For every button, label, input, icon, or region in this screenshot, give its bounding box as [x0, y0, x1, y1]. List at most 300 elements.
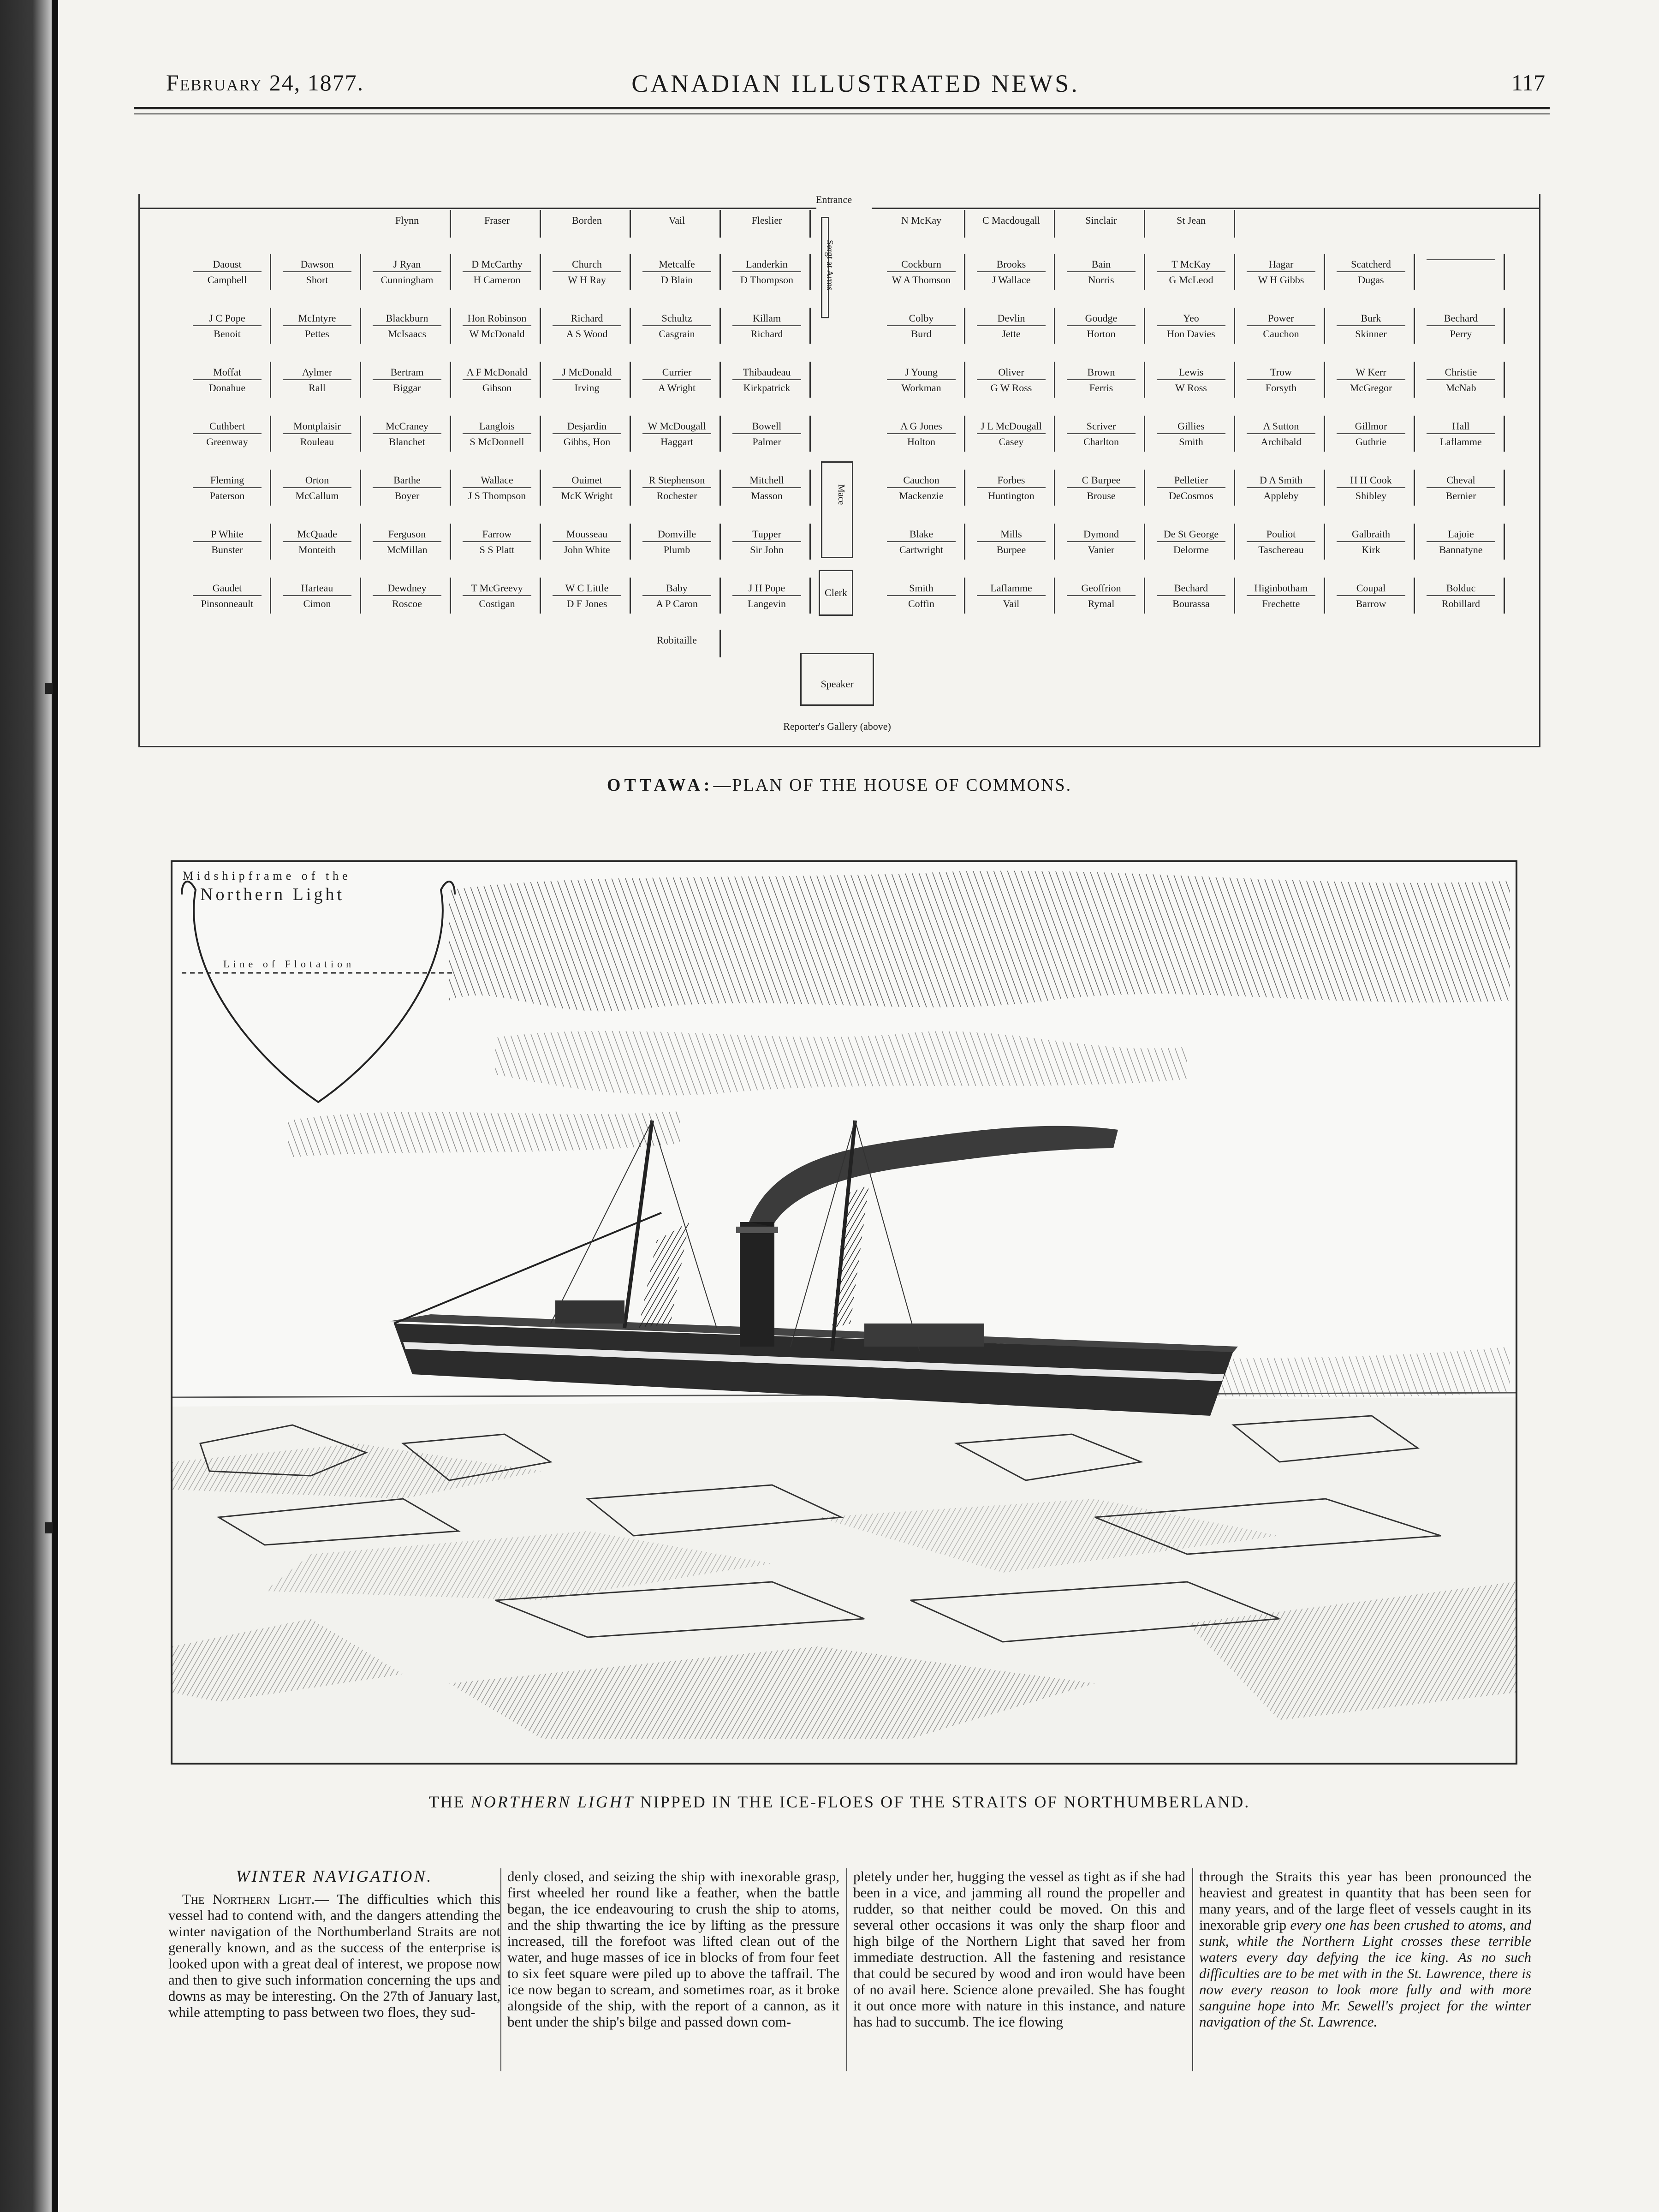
seat-right: [1238, 470, 1325, 506]
article-text-4: through the Straits this year has been pronounced the heaviest and greatest in quantity that has been seen for many years, and of the large fleet of vessels caught in its inexorable grip: [1199, 1868, 1531, 1933]
member-name: T McGreevy: [471, 582, 523, 594]
member-name: Barrow: [1337, 595, 1405, 610]
seat-left: [544, 524, 631, 560]
ship-engraving-drawing: [172, 862, 1516, 1763]
seat-right: [1058, 362, 1145, 398]
member-name: W C Little: [565, 582, 609, 594]
member-name: Brouse: [1067, 487, 1136, 502]
member-name: P White: [211, 528, 244, 540]
member-name: Lewis: [1178, 366, 1204, 378]
member-name: Perry: [1427, 325, 1495, 340]
member-name: Forsyth: [1247, 379, 1315, 394]
member-name: W Ross: [1157, 379, 1225, 394]
plan-speaker-label: Speaker: [821, 678, 854, 690]
member-name: Metcalfe: [659, 258, 695, 270]
member-name: Trow: [1270, 366, 1292, 378]
seat-left: [634, 470, 721, 506]
seat-left: [274, 470, 361, 506]
member-name: Frechette: [1247, 595, 1315, 610]
member-name: Irving: [553, 379, 621, 394]
member-name: A P Caron: [642, 595, 711, 610]
seat-right: [1418, 416, 1505, 452]
member-name: J Ryan: [393, 258, 421, 270]
member-name: J C Pope: [209, 312, 245, 324]
member-name: W H Gibbs: [1247, 271, 1315, 286]
seat-right: [879, 524, 965, 560]
article-text-3: pletely under her, hugging the vessel as tight as if she had been in a vice, and jamming all round the propeller and rudder, so that neither could be moved. On this and several other occasions it was only the sharp floor and high bilge of the Northern Light that saved her from immediate destruction. All the fastening and resistance that could be secured by wood and iron would have been of no avail here. Science alone prevailed. She has fought it out once more with nature in this instance, and nature has had to succumb. The ice flowing: [853, 1868, 1185, 2030]
seat-right-front: [879, 210, 965, 238]
member-name: Robitaille: [657, 634, 697, 646]
seat-right: [1328, 254, 1415, 290]
column-rule: [1192, 1868, 1193, 2071]
member-name: J Wallace: [977, 271, 1046, 286]
seat-right: [879, 470, 965, 506]
member-name: T McKay: [1171, 258, 1211, 270]
member-name: Cheval: [1446, 474, 1475, 486]
member-name: [1427, 259, 1495, 262]
seat-right: [879, 362, 965, 398]
member-name: Sir John: [732, 541, 801, 556]
member-name: A F McDonald: [466, 366, 528, 378]
seat-right: [1328, 524, 1415, 560]
member-name: S McDonnell: [463, 433, 531, 448]
member-name: Costigan: [463, 595, 531, 610]
member-name: Shibley: [1337, 487, 1405, 502]
member-name: Rochester: [642, 487, 711, 502]
member-name: Scriver: [1086, 420, 1116, 432]
seat-right: [1148, 362, 1235, 398]
member-name: Greenway: [193, 433, 262, 448]
article-column-3: [853, 1868, 1185, 2030]
seat-right: [969, 254, 1055, 290]
member-name: Forbes: [997, 474, 1025, 486]
seat-left: [544, 578, 631, 614]
seat-left: [634, 524, 721, 560]
engraving-caption-ship: NORTHERN LIGHT: [470, 1793, 635, 1811]
member-name: Orton: [305, 474, 329, 486]
member-name: Blanchet: [373, 433, 441, 448]
seat-left: [364, 254, 451, 290]
seat-left: [274, 362, 361, 398]
member-name: Guthrie: [1337, 433, 1405, 448]
member-name: McNab: [1427, 379, 1495, 394]
plan-caption: [138, 775, 1540, 795]
member-name: McMillan: [373, 541, 441, 556]
seat-right: [879, 416, 965, 452]
member-name: Oliver: [998, 366, 1024, 378]
seat-left-front: [454, 210, 541, 238]
member-name: Pinsonneault: [193, 595, 262, 610]
plan-mace-box: [821, 461, 853, 558]
member-name: Bannatyne: [1427, 541, 1495, 556]
seat-left: [274, 308, 361, 344]
seat-right: [969, 308, 1055, 344]
margin-mark: [45, 1522, 53, 1533]
member-name: Church: [572, 258, 602, 270]
seat-right: [1418, 308, 1505, 344]
member-name: Bechard: [1174, 582, 1208, 594]
member-name: Geoffrion: [1081, 582, 1121, 594]
seat-left: [634, 416, 721, 452]
member-name: Smith: [909, 582, 934, 594]
member-name: Benoit: [193, 325, 262, 340]
seat-left: [184, 416, 271, 452]
member-name: Montplaisir: [293, 420, 341, 432]
member-name: McGregor: [1337, 379, 1405, 394]
member-name: Sinclair: [1085, 215, 1117, 226]
page-number: 117: [1511, 70, 1545, 95]
member-name: Blackburn: [386, 312, 428, 324]
member-name: G McLeod: [1157, 271, 1225, 286]
member-name: A S Wood: [553, 325, 621, 340]
member-name: Vail: [668, 215, 685, 226]
member-name: Rouleau: [283, 433, 351, 448]
plan-clerk-label: Clerk: [825, 587, 847, 598]
seat-left: [544, 416, 631, 452]
seat-left-front: [544, 210, 631, 238]
member-name: Huntington: [977, 487, 1046, 502]
member-name: Workman: [887, 379, 956, 394]
seat-right-front: [969, 210, 1055, 238]
member-name: Thibaudeau: [743, 366, 791, 378]
seat-right-front: [1148, 210, 1235, 238]
member-name: Colby: [909, 312, 934, 324]
seat-left-front: [724, 210, 811, 238]
member-name: Bertram: [390, 366, 424, 378]
article-lead: The Northern Light.: [182, 1891, 315, 1907]
seat-left: [274, 578, 361, 614]
article-heading: WINTER NAVIGATION.: [236, 1867, 433, 1885]
member-name: Archibald: [1247, 433, 1315, 448]
member-name: Fleming: [210, 474, 244, 486]
seat-left-front: [364, 210, 451, 238]
seat-right: [1238, 578, 1325, 614]
member-name: Pouliot: [1266, 528, 1296, 540]
member-name: Hon Robinson: [467, 312, 527, 324]
member-name: Daoust: [213, 258, 242, 270]
plan-mace-label: Mace: [836, 484, 846, 505]
article-text-1: — The difficulties which this vessel had to contend with, and the dangers attending the winter navigation of the Northumberland Straits are not generally known, and as the success of the enterprise is looked upon with a great deal of interest, we propose now and then to give such information concerning the ups and downs as may be interesting. On the 27th of January last, while attempting to pass between two floes, they sud-: [168, 1891, 500, 2020]
member-name: Haggart: [642, 433, 711, 448]
member-name: Pelletier: [1174, 474, 1208, 486]
seat-right: [1148, 524, 1235, 560]
member-name: Short: [283, 271, 351, 286]
member-name: Langlois: [479, 420, 515, 432]
member-name: McK Wright: [553, 487, 621, 502]
member-name: Delorme: [1157, 541, 1225, 556]
seat-right: [1418, 524, 1505, 560]
member-name: Kirkpatrick: [732, 379, 801, 394]
member-name: Mackenzie: [887, 487, 956, 502]
seat-left: [724, 308, 811, 344]
member-name: Casey: [977, 433, 1046, 448]
plan-serjeant-label: Sergt at Arms: [825, 240, 835, 291]
member-name: Robillard: [1427, 595, 1495, 610]
member-name: Cartwright: [887, 541, 956, 556]
member-name: Burpee: [977, 541, 1046, 556]
member-name: Brown: [1087, 366, 1115, 378]
member-name: Kirk: [1337, 541, 1405, 556]
seat-right: [1238, 362, 1325, 398]
member-name: Burd: [887, 325, 956, 340]
member-name: Aylmer: [302, 366, 333, 378]
member-name: Cuthbert: [209, 420, 245, 432]
member-name: Gaudet: [212, 582, 242, 594]
member-name: Bechard: [1444, 312, 1478, 324]
member-name: J Young: [905, 366, 938, 378]
seat-left: [364, 524, 451, 560]
member-name: D F Jones: [553, 595, 621, 610]
seat-left: [634, 578, 721, 614]
binding-shadow: [52, 0, 58, 2212]
article-column-4: [1199, 1868, 1531, 2030]
seat-right: [1148, 416, 1235, 452]
seat-right: [879, 578, 965, 614]
member-name: Bolduc: [1446, 582, 1476, 594]
member-name: Galbraith: [1351, 528, 1391, 540]
member-name: Rymal: [1067, 595, 1136, 610]
seat-left: [184, 578, 271, 614]
member-name: J H Pope: [748, 582, 785, 594]
seat-left: [454, 470, 541, 506]
member-name: S S Platt: [463, 541, 531, 556]
publication-title: CANADIAN ILLUSTRATED NEWS.: [631, 70, 1080, 97]
member-name: Norris: [1067, 271, 1136, 286]
member-name: Bain: [1091, 258, 1111, 270]
member-name: Burk: [1361, 312, 1381, 324]
member-name: Scatcherd: [1351, 258, 1391, 270]
member-name: Landerkin: [746, 258, 788, 270]
member-name: Dymond: [1083, 528, 1119, 540]
engraving-caption: [138, 1792, 1540, 1812]
member-name: Mills: [1000, 528, 1022, 540]
seat-left: [544, 254, 631, 290]
member-name: Schultz: [661, 312, 692, 324]
member-name: Cunningham: [373, 271, 441, 286]
member-name: Richard: [571, 312, 603, 324]
article-text-4-italic: every one has been crushed to atoms, and sunk, while the Northern Light crosses these terrible waters every day defying the ice king. As no such difficulties are to be met with in the St. Lawrence, there is now every reason to look more fully and with more sanguine hope into Mr. Sewell's project for the winter navigation of the St. Lawrence.: [1199, 1917, 1531, 2030]
article-text-2: denly closed, and seizing the ship with inexorable grasp, first wheeled her round like a feather, when the battle began, the ice endeavouring to crush the ship to atoms, and the ship thwarting the ice by lifting as the pressure increased, till the forefoot was lifted clean out of the water, and huge masses of ice in blocks of from four feet to six feet square were piled up to above the taffrail. The ice now began to scream, and sometimes roar, as it broke alongside of the ship, with the report of a cannon, as it bent under the ship's bilge and passed down com-: [507, 1868, 839, 2030]
midship-frame-outline: [182, 882, 455, 1102]
seat-left: [454, 254, 541, 290]
member-name: McCallum: [283, 487, 351, 502]
member-name: Baby: [666, 582, 688, 594]
seat-left: [364, 416, 451, 452]
member-name: Christie: [1445, 366, 1477, 378]
member-name: Richard: [732, 325, 801, 340]
member-name: Campbell: [193, 271, 262, 286]
member-name: Cockburn: [901, 258, 941, 270]
member-name: Gibbs, Hon: [553, 433, 621, 448]
member-name: John White: [553, 541, 621, 556]
member-name: Coupal: [1356, 582, 1386, 594]
seat-left: [184, 470, 271, 506]
member-name: R Stephenson: [648, 474, 705, 486]
member-name: Currier: [662, 366, 692, 378]
member-name: Roscoe: [373, 595, 441, 610]
inset-title-1: Midshipframe of the: [183, 869, 351, 882]
member-name: Vail: [977, 595, 1046, 610]
seat-right: [1418, 578, 1505, 614]
member-name: Gillmor: [1355, 420, 1387, 432]
seat-left: [634, 362, 721, 398]
member-name: Donahue: [193, 379, 262, 394]
member-name: Killam: [752, 312, 781, 324]
member-name: A Wright: [642, 379, 711, 394]
seat-right: [1148, 308, 1235, 344]
member-name: G W Ross: [977, 379, 1046, 394]
seat-right: [969, 524, 1055, 560]
seat-left: [454, 578, 541, 614]
seat-left: [634, 254, 721, 290]
member-name: McQuade: [297, 528, 337, 540]
plan-entrance-label: Entrance: [815, 194, 852, 205]
seat-right: [1058, 254, 1145, 290]
seat-left-extra: [634, 630, 721, 657]
member-name: Wallace: [481, 474, 513, 486]
seat-left: [724, 254, 811, 290]
member-name: W Kerr: [1356, 366, 1386, 378]
seat-left: [364, 470, 451, 506]
seat-right: [1238, 254, 1325, 290]
seat-right: [1058, 308, 1145, 344]
member-name: Dugas: [1337, 271, 1405, 286]
seat-right: [879, 254, 965, 290]
member-name: Vanier: [1067, 541, 1136, 556]
member-name: Borden: [572, 215, 602, 226]
member-name: Gillies: [1177, 420, 1205, 432]
member-name: Cauchon: [1247, 325, 1315, 340]
seat-left: [184, 308, 271, 344]
seat-left: [724, 362, 811, 398]
member-name: Hon Davies: [1157, 325, 1225, 340]
member-name: W A Thomson: [887, 271, 956, 286]
seat-right: [1058, 470, 1145, 506]
seat-right: [969, 362, 1055, 398]
member-name: Biggar: [373, 379, 441, 394]
member-name: Yeo: [1183, 312, 1199, 324]
seat-right: [969, 416, 1055, 452]
member-name: Bernier: [1427, 487, 1495, 502]
member-name: Monteith: [283, 541, 351, 556]
member-name: D Blain: [642, 271, 711, 286]
engraving-caption-pre: THE: [428, 1793, 465, 1811]
member-name: Tupper: [752, 528, 781, 540]
seat-right: [879, 308, 965, 344]
member-name: Coffin: [887, 595, 956, 610]
seat-left: [184, 362, 271, 398]
member-name: W H Ray: [553, 271, 621, 286]
member-name: Fraser: [484, 215, 510, 226]
member-name: Power: [1268, 312, 1294, 324]
seat-left: [364, 308, 451, 344]
member-name: Cauchon: [903, 474, 940, 486]
member-name: Mousseau: [566, 528, 608, 540]
seat-right: [1058, 524, 1145, 560]
member-name: Desjardin: [567, 420, 607, 432]
member-name: Casgrain: [642, 325, 711, 340]
member-name: A Sutton: [1263, 420, 1299, 432]
member-name: Gibson: [463, 379, 531, 394]
seat-left: [544, 362, 631, 398]
member-name: Dawson: [300, 258, 334, 270]
seat-right: [1148, 254, 1235, 290]
member-name: Ouimet: [571, 474, 602, 486]
member-name: Barthe: [393, 474, 421, 486]
member-name: Ferguson: [388, 528, 426, 540]
seat-left: [724, 578, 811, 614]
seat-left: [274, 416, 361, 452]
member-name: Farrow: [482, 528, 512, 540]
member-name: Boyer: [373, 487, 441, 502]
margin-mark: [45, 683, 53, 694]
member-name: Horton: [1067, 325, 1136, 340]
seat-left: [634, 308, 721, 344]
member-name: W McDonald: [463, 325, 531, 340]
member-name: D A Smith: [1260, 474, 1302, 486]
seat-right: [969, 578, 1055, 614]
seat-left: [454, 524, 541, 560]
member-name: Goudge: [1085, 312, 1118, 324]
member-name: Appleby: [1247, 487, 1315, 502]
member-name: Paterson: [193, 487, 262, 502]
member-name: C Burpee: [1082, 474, 1121, 486]
article-column-2: [507, 1868, 839, 2030]
binding-edge: [0, 0, 54, 2212]
plan-gallery-label: Reporter's Gallery (above): [783, 721, 891, 732]
seat-left: [274, 254, 361, 290]
member-name: McCraney: [386, 420, 428, 432]
seat-left: [724, 524, 811, 560]
seat-right: [1148, 578, 1235, 614]
seat-left-front: [634, 210, 721, 238]
member-name: Higinbotham: [1254, 582, 1308, 594]
plan-caption-place: OTTAWA:: [607, 775, 714, 795]
engraving-caption-post: NIPPED IN THE ICE-FLOES OF THE STRAITS OF NORTHUMBERLAND.: [640, 1793, 1250, 1811]
member-name: Devlin: [997, 312, 1025, 324]
member-name: Bourassa: [1157, 595, 1225, 610]
column-rule: [846, 1868, 847, 2071]
column-rule: [500, 1868, 501, 2071]
seat-left: [274, 524, 361, 560]
seat-right: [1238, 416, 1325, 452]
member-name: Bunster: [193, 541, 262, 556]
member-name: St Jean: [1177, 215, 1206, 226]
seat-right: [1058, 416, 1145, 452]
seat-right: [969, 470, 1055, 506]
header-rule-thin: [134, 113, 1550, 114]
member-name: Ferris: [1067, 379, 1136, 394]
member-name: Plumb: [642, 541, 711, 556]
member-name: H Cameron: [463, 271, 531, 286]
member-name: J McDonald: [562, 366, 612, 378]
member-name: Hagar: [1268, 258, 1294, 270]
seat-right: [1418, 362, 1505, 398]
member-name: Mitchell: [749, 474, 784, 486]
seat-left: [454, 362, 541, 398]
header-rule: [134, 107, 1550, 109]
member-name: Laflamme: [990, 582, 1032, 594]
seat-right: [1058, 578, 1145, 614]
member-name: Cimon: [283, 595, 351, 610]
member-name: De St George: [1163, 528, 1219, 540]
member-name: C Macdougall: [982, 215, 1041, 226]
member-name: Smith: [1157, 433, 1225, 448]
seat-right-front: [1058, 210, 1145, 238]
seat-right: [1148, 470, 1235, 506]
seat-left: [184, 524, 271, 560]
seat-right: [1238, 524, 1325, 560]
